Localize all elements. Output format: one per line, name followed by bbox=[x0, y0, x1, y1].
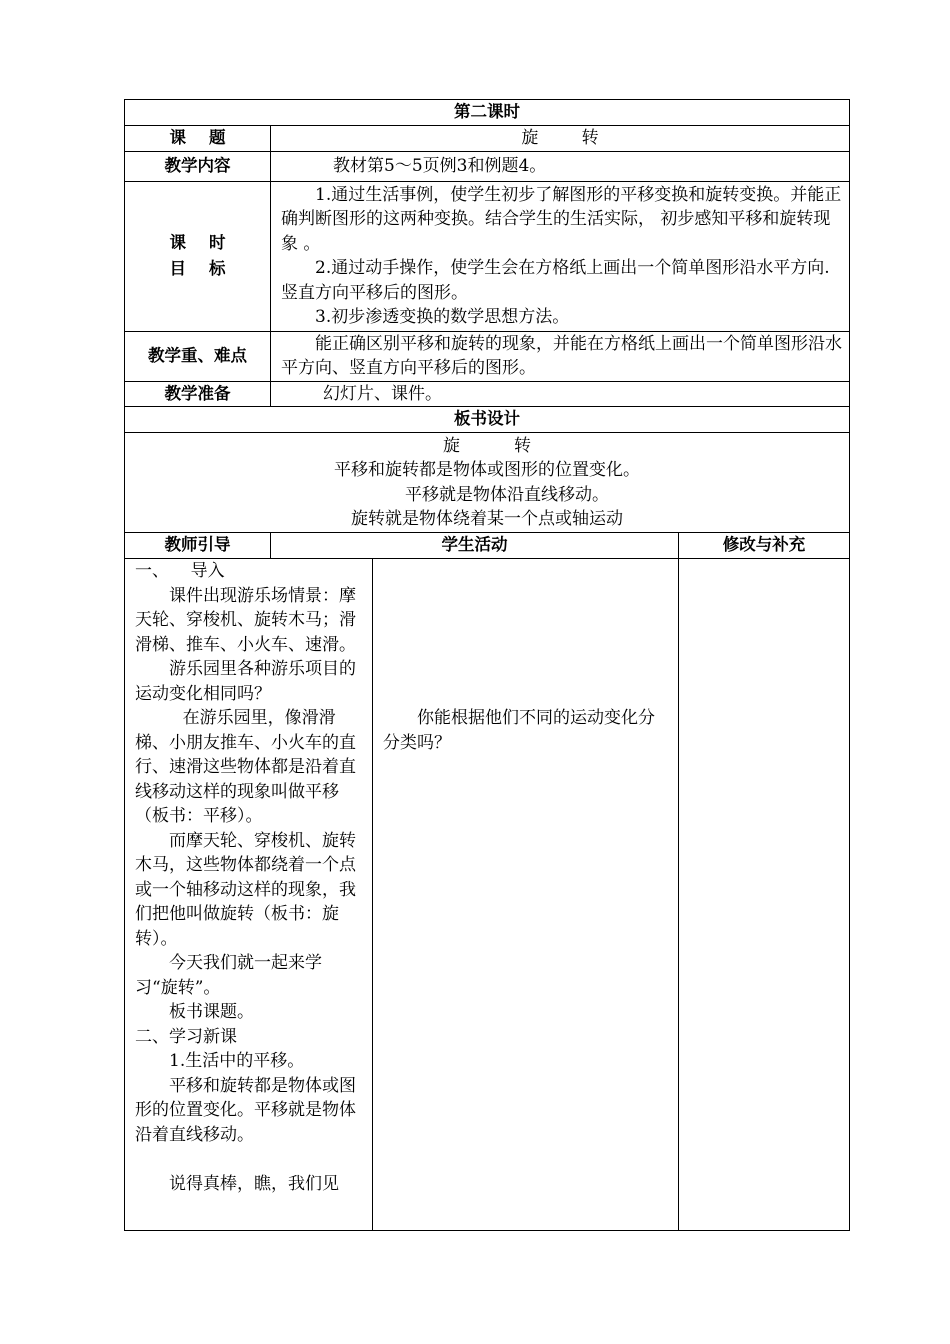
board-line-1: 旋 转 bbox=[442, 435, 532, 456]
objective-2: 2.通过动手操作，使学生会在方格纸上画出一个简单图形沿水平方向.竖直方向平移后的图形。 bbox=[281, 258, 830, 303]
objectives-cell bbox=[271, 181, 850, 331]
board-line-2: 平移和旋转都是物体或图形的位置变化。 bbox=[334, 460, 640, 480]
student-activity-cell bbox=[373, 559, 679, 1231]
key-points-cell bbox=[271, 331, 850, 381]
content-label: 教学内容 bbox=[125, 151, 271, 181]
topic-value: 旋 转 bbox=[271, 125, 850, 151]
teacher-guide-cell bbox=[125, 559, 373, 1231]
col-notes-header: 修改与补充 bbox=[679, 533, 850, 559]
teacher-para-3: 在游乐园里，像滑滑梯、小朋友推车、小火车的直行、速滑这些物体都是沿着直线移动这样的现象叫做平移（板书：平移）。 bbox=[135, 708, 356, 826]
key-points-label: 教学重、难点 bbox=[125, 331, 271, 381]
preparation-label: 教学准备 bbox=[125, 381, 271, 407]
col-student-header: 学生活动 bbox=[271, 533, 679, 559]
objective-3: 3.初步渗透变换的数学思想方法。 bbox=[315, 307, 570, 327]
objectives-label-line2: 目 标 bbox=[169, 259, 226, 278]
topic-label: 课 题 bbox=[125, 125, 271, 151]
student-activity-text: 你能根据他们不同的运动变化分分类吗？ bbox=[383, 708, 655, 753]
teacher-section-2: 二、学习新课 bbox=[135, 1026, 237, 1047]
board-line-3: 平移就是物体沿直线移动。 bbox=[405, 484, 609, 505]
board-design-header: 板书设计 bbox=[125, 407, 850, 433]
objectives-label bbox=[125, 181, 271, 331]
teacher-para-6: 板书课题。 bbox=[169, 1002, 254, 1022]
content-cell bbox=[271, 151, 850, 181]
notes-cell bbox=[679, 559, 850, 1231]
board-line-4: 旋转就是物体绕着某一个点或轴运动 bbox=[351, 509, 623, 529]
teacher-para-7: 1.生活中的平移。 bbox=[169, 1051, 305, 1071]
key-points-value: 能正确区别平移和旋转的现象，并能在方格纸上画出一个简单图形沿水平方向、竖直方向平移后的图形。 bbox=[281, 333, 842, 378]
objective-1: 1.通过生活事例，使学生初步了解图形的平移变换和旋转变换。并能正确判断图形的这两种变换。结合学生的生活实际， 初步感知平移和旋转现象 。 bbox=[281, 184, 842, 254]
teacher-spacer bbox=[135, 1147, 364, 1172]
objectives-label-line1: 课 时 bbox=[169, 233, 226, 252]
col-teacher-header: 教师引导 bbox=[125, 533, 271, 559]
lesson-plan bbox=[124, 99, 849, 1231]
preparation-cell bbox=[271, 381, 850, 407]
teacher-para-9: 说得真棒，瞧，我们见 bbox=[169, 1173, 339, 1194]
teacher-para-8: 平移和旋转都是物体或图形的位置变化。平移就是物体沿着直线移动。 bbox=[135, 1075, 356, 1145]
activity-table bbox=[124, 558, 850, 1231]
content-value: 教材第5～5页例3和例题4。 bbox=[333, 155, 547, 176]
teacher-para-5: 今天我们就一起来学习“旋转”。 bbox=[135, 953, 322, 998]
teacher-para-1: 课件出现游乐场情景：摩天轮、穿梭机、旋转木马；滑滑梯、推车、小火车、速滑。 bbox=[135, 585, 356, 655]
preparation-value: 幻灯片、课件。 bbox=[323, 383, 442, 404]
student-spacer bbox=[383, 559, 670, 706]
teacher-para-2: 游乐园里各种游乐项目的运动变化相同吗？ bbox=[135, 659, 356, 704]
board-design-content bbox=[125, 433, 850, 533]
lesson-table bbox=[124, 99, 850, 559]
teacher-para-4: 而摩天轮、穿梭机、旋转木马，这些物体都绕着一个点或一个轴移动这样的现象，我们把他叫做旋转（板书：旋转）。 bbox=[135, 830, 356, 949]
lesson-title: 第二课时 bbox=[125, 100, 850, 126]
teacher-section-1: 一、 导入 bbox=[135, 561, 225, 581]
